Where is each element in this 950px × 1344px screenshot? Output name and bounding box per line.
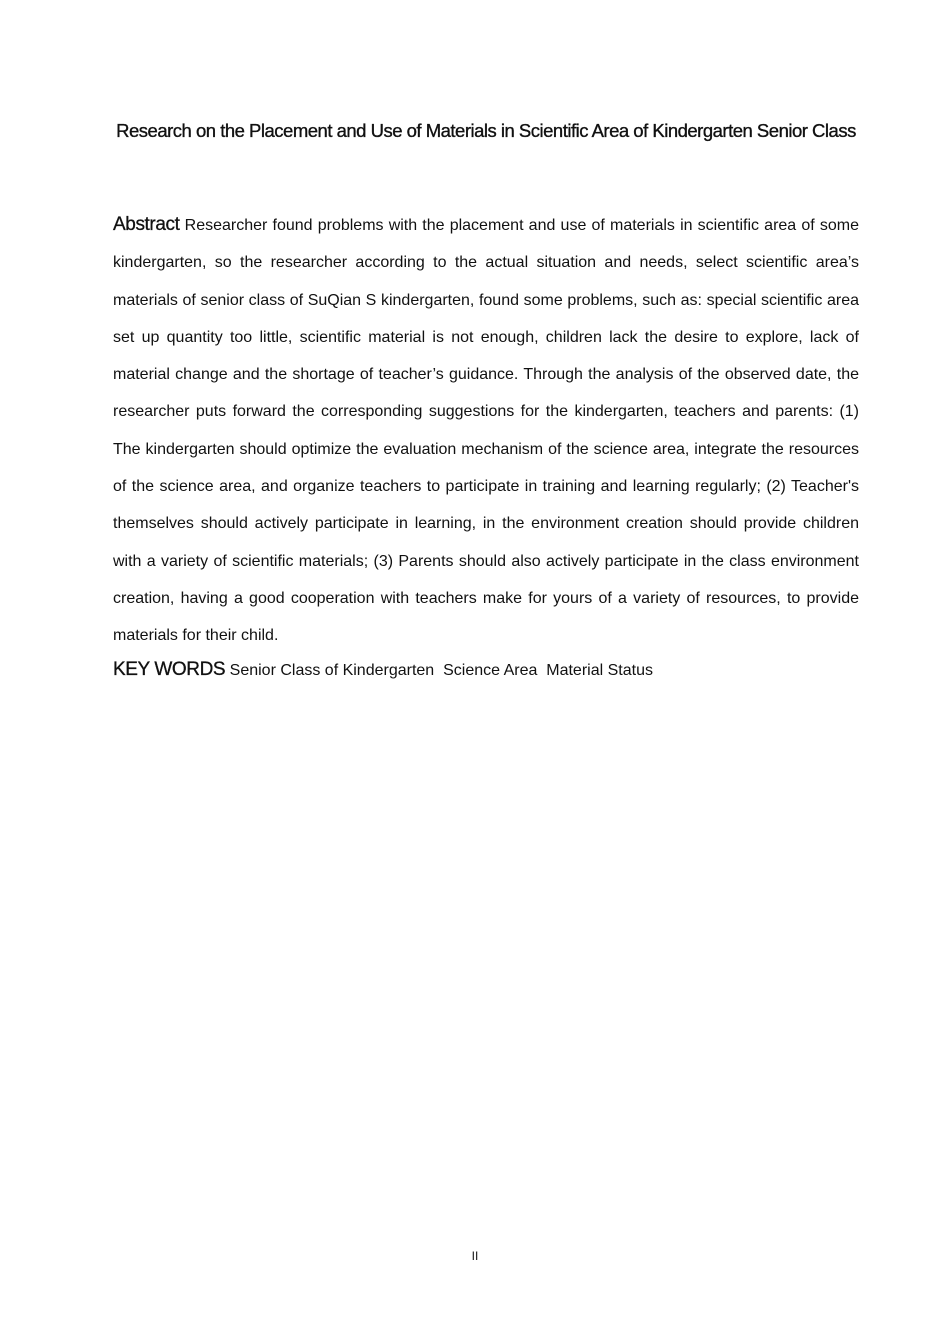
page-number: II	[471, 1249, 479, 1263]
abstract-heading: Abstract	[113, 214, 180, 235]
keywords-heading: KEY WORDS	[113, 659, 226, 680]
keywords-text: Senior Class of Kindergarten Science Area Material Status	[229, 662, 653, 679]
abstract-paragraph	[113, 206, 859, 655]
paper-title: Research on the Placement and Use of Materials in Scientific Area of Kindergarten Senior Class	[116, 120, 856, 141]
keywords-line	[113, 655, 859, 686]
abstract-text: Researcher found problems with the placement and use of materials in scientific area of some kindergarten, so the researcher according to the actual situation and needs, select scientific area’s materials of senior class of SuQian S kindergarten, found some problems, such as: special scientific area set up quantity too little, scientific material is not enough, children lack the desire to explore, lack of material change and the shortage of teacher’s guidance. Through the analysis of the observed date, the researcher puts forward the corresponding suggestions for the kindergarten, teachers and parents: (1) The kindergarten should optimize the evaluation mechanism of the science area, integrate the resources of the science area, and organize teachers to participate in training and learning regularly; (2) Teacher's themselves should actively participate in learning, in the environment creation should provide children with a variety of scientific materials; (3) Parents should also actively participate in the class environment creation, having a good cooperation with teachers make for yours of a variety of resources, to provide materials for their child.	[113, 217, 859, 645]
